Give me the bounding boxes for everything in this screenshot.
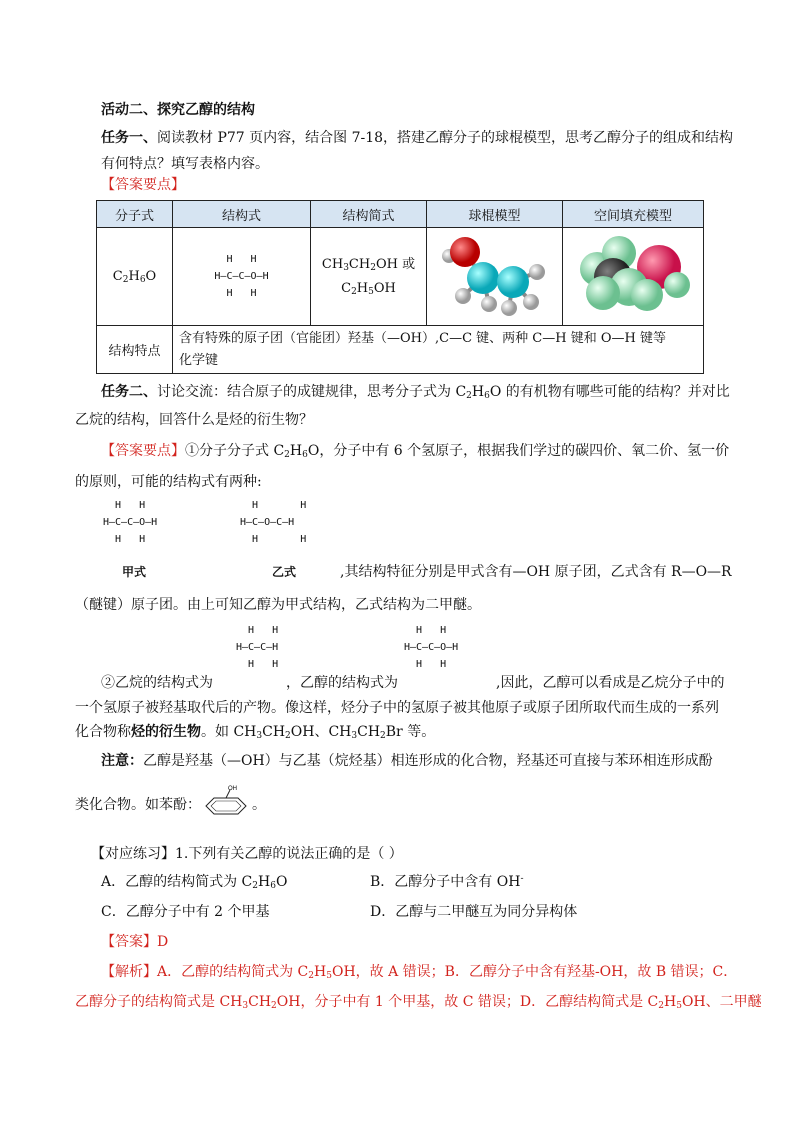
phenol-structure-icon — [200, 784, 252, 824]
table-header-row — [97, 201, 704, 228]
answer2-line2: 的原则，可能的结构式有两种: — [75, 474, 262, 490]
table-row — [97, 228, 704, 326]
feature-text: 含有特殊的原子团（官能团）羟基（—OH）,C—C 键、两种 C—H 键和 O—H 键等 化学键 — [173, 326, 704, 374]
answer2-line5a: ②乙烷的结构式为 — [101, 675, 213, 691]
ethanol-structure-table — [96, 200, 704, 374]
answer2-line5b: ，乙醇的结构式为 — [286, 675, 398, 691]
answer2-line7: 化合物称烃的衍生物。如 $CH_3CH_2OH$、$CH_3CH_2Br$ 等。 — [75, 724, 436, 741]
structure-a-label: 甲式 — [122, 565, 147, 579]
feature-label: 结构特点 — [97, 326, 173, 374]
col-header: 分子式 — [97, 201, 173, 228]
section-heading: 活动二、探究乙醇的结构 — [101, 102, 255, 118]
task1-line2: 有何特点？填写表格内容。 — [101, 156, 269, 172]
task2-line1: 任务二、讨论交流：结合原子的成键规律，思考分子式为 $C_2H_6O$ 的有机物有哪些可能的结构？并对比 — [101, 384, 730, 401]
structure-a: H H H—C—C—O—H H H — [103, 500, 158, 545]
answer2-line4: （醚键）原子团。由上可知乙醇为甲式结构，乙式结构为二甲醚。 — [75, 597, 481, 613]
molecular-formula: $C_2H_6O$ — [97, 228, 173, 326]
note-line2-end: 。 — [252, 797, 266, 813]
structure-b-label: 乙式 — [272, 565, 297, 579]
note-line2: 类化合物。如苯酚： — [75, 797, 201, 813]
condensed-formula: $CH_3CH_2OH$ 或 $C_2H_5OH$ — [311, 228, 427, 326]
answer2-line1: 【答案要点】①分子分子式 $C_2H_6O$，分子中有 6 个氢原子，根据我们学过的碳四价、氧二价、氢一价 — [101, 443, 730, 460]
option-b: B．乙醇分子中含有 OH- — [370, 874, 524, 890]
col-header: 结构简式 — [311, 201, 427, 228]
answer-key-label: 【答案要点】 — [101, 177, 185, 193]
analysis-line1: 【解析】A．乙醇的结构简式为 $C_2H_5OH$，故 A 错误；B．乙醇分子中含有羟基-OH，故 B 错误；C． — [101, 964, 738, 981]
table-row — [97, 326, 704, 374]
structural-formula: H H H—C—C—O—H H H — [214, 254, 269, 299]
ball-and-stick-model-image — [435, 232, 555, 318]
col-header: 空间填充模型 — [563, 201, 704, 228]
answer2-line6: 一个氢原子被羟基取代后的产物。像这样，烃分子中的氢原子被其他原子或原子团所取代而生成的一系列 — [75, 700, 719, 716]
phenol-oh-label: OH — [228, 786, 237, 792]
col-header: 结构式 — [173, 201, 311, 228]
space-filling-model-cell — [563, 228, 704, 326]
ethane-structure: H H H—C—C—H H H — [236, 625, 279, 670]
structural-formula-cell — [173, 228, 311, 326]
note-line1: 注意：乙醇是羟基（—OH）与乙基（烷烃基）相连形成的化合物，羟基还可直接与苯环相连形成酚 — [101, 753, 713, 769]
option-a: A．乙醇的结构简式为 $C_2H_6O$ — [101, 874, 288, 891]
ball-stick-model-cell — [427, 228, 563, 326]
structure-b: H H H—C—O—C—H H H — [240, 500, 307, 545]
option-d: D．乙醇与二甲醚互为同分异构体 — [370, 904, 578, 920]
answer2-line3: ,其结构特征分别是甲式含有—OH 原子团，乙式含有 R—O—R — [340, 564, 732, 580]
ethanol-structure: H H H—C—C—O—H H H — [404, 625, 459, 670]
task2-line2: 乙烷的结构，回答什么是烃的衍生物？ — [75, 412, 313, 428]
answer2-line5c: ,因此，乙醇可以看成是乙烷分子中的 — [496, 675, 725, 691]
analysis-line2: 乙醇分子的结构简式是 $CH_3CH_2OH$，分子中有 1 个甲基，故 C 错误；D．乙醇结构简式是 $C_2H_5OH$、二甲醚 — [75, 994, 762, 1011]
task1-line1: 任务一、阅读教材 P77 页内容，结合图 7-18，搭建乙醇分子的球棍模型，思考乙醇分子的组成和结构 — [101, 130, 734, 146]
answer: 【答案】D — [101, 934, 169, 950]
col-header: 球棍模型 — [427, 201, 563, 228]
space-filling-model-image — [573, 235, 693, 315]
exercise-stem: 【对应练习】1.下列有关乙醇的说法正确的是（ ） — [91, 846, 403, 862]
option-c: C．乙醇分子中有 2 个甲基 — [101, 904, 270, 920]
